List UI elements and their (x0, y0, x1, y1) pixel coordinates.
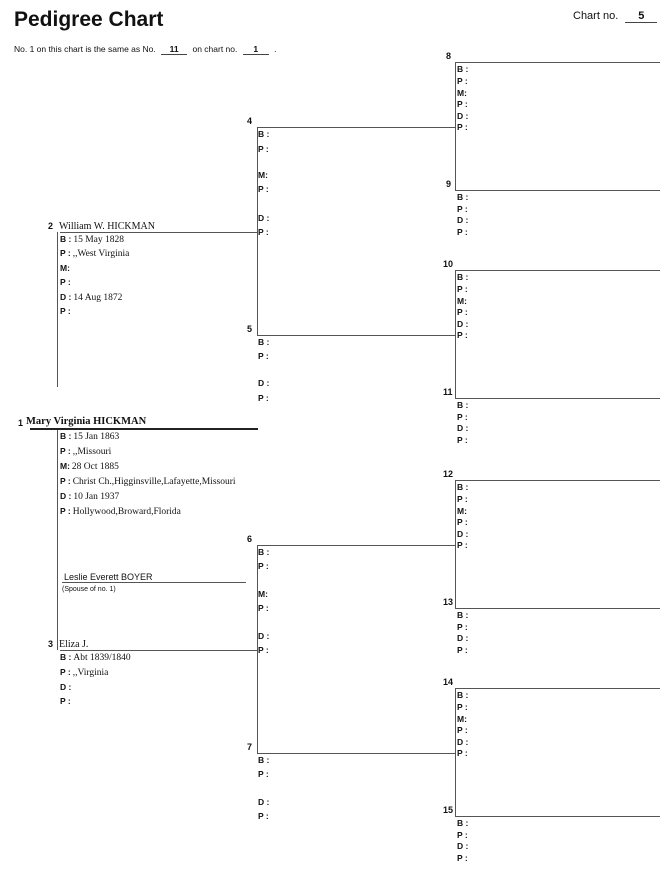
person-7-field: D : (258, 797, 270, 807)
person-5-field: P : (258, 393, 269, 403)
field-label: P : (60, 506, 71, 516)
person-4-field: P : (258, 144, 269, 154)
person-12-field: M: (457, 506, 467, 516)
same-as-prefix: No. 1 on this chart is the same as No. (14, 44, 156, 54)
person-15-field: P : (457, 853, 468, 863)
field-label: M: (60, 263, 70, 273)
person-3-field (60, 696, 73, 707)
person-3-number: 3 (48, 639, 54, 649)
person-6-field: D : (258, 631, 270, 641)
person-12-field: P : (457, 494, 468, 504)
person-11-number: 11 (443, 387, 453, 397)
person-5-line (257, 335, 455, 336)
person-6-number: 6 (247, 534, 253, 544)
person-3-field (60, 667, 108, 678)
person-9-line (455, 190, 660, 191)
person-13-field: P : (457, 645, 468, 655)
person-1-field (60, 491, 119, 502)
person-4-number: 4 (247, 116, 253, 126)
same-as-line (14, 44, 277, 55)
person-1-field (60, 476, 236, 487)
person-9-field: D : (457, 215, 469, 225)
person-2-field (60, 248, 129, 259)
person-6-field: P : (258, 561, 269, 571)
same-as-chart: 1 (243, 44, 269, 55)
person-7-field: B : (258, 755, 270, 765)
person-4-field: P : (258, 184, 269, 194)
field-label: P : (60, 667, 71, 677)
field-label: D : (60, 682, 72, 692)
person-2-field (60, 306, 73, 317)
person-4-line (257, 127, 455, 128)
person-2-number: 2 (48, 221, 54, 231)
person-15-number: 15 (443, 805, 454, 815)
person-13-number: 13 (443, 597, 454, 607)
person-14-field: D : (457, 737, 469, 747)
person-10-field: P : (457, 307, 468, 317)
person-1-line (30, 428, 258, 430)
field-label: B : (60, 234, 72, 244)
person-1-field (60, 461, 119, 472)
person-15-field: P : (457, 830, 468, 840)
person-3-field (60, 652, 131, 663)
person-2-field (60, 277, 73, 288)
person-5-field: D : (258, 378, 270, 388)
person-5-field: B : (258, 337, 270, 347)
person-14-line (455, 688, 660, 689)
person-8-field: B : (457, 64, 469, 74)
field-label: B : (60, 652, 72, 662)
person-1-field (60, 506, 181, 517)
field-value: ,,Virginia (72, 668, 109, 678)
person-4-field: B : (258, 129, 270, 139)
field-label: M: (60, 461, 70, 471)
person-10-field: B : (457, 272, 469, 282)
chart-number-label: Chart no. (573, 10, 619, 22)
person-13-field: D : (457, 633, 469, 643)
person-12-field: P : (457, 517, 468, 527)
person-10-field: P : (457, 330, 468, 340)
person-1-name: Mary Virginia HICKMAN (26, 416, 147, 427)
person-8-line (455, 62, 660, 63)
person-9-field: B : (457, 192, 469, 202)
field-value: ,,West Virginia (72, 249, 130, 259)
person-7-number: 7 (247, 742, 253, 752)
field-label: P : (60, 476, 71, 486)
field-value: 15 May 1828 (73, 235, 125, 245)
person-12-field: B : (457, 482, 469, 492)
person-10-field: P : (457, 284, 468, 294)
person-5-parents-bracket (455, 270, 456, 398)
person-8-number: 8 (446, 51, 452, 61)
person-10-number: 10 (443, 259, 454, 269)
person-15-field: D : (457, 841, 469, 851)
person-4-parents-bracket (455, 62, 456, 190)
person-6-field: B : (258, 547, 270, 557)
person-12-field: P : (457, 540, 468, 550)
same-as-number: 11 (161, 44, 187, 55)
person-13-line (455, 608, 660, 609)
person-7-line (257, 753, 455, 754)
same-as-end: . (274, 44, 277, 54)
person-13-field: P : (457, 622, 468, 632)
person-9-field: P : (457, 204, 468, 214)
person-9-field: P : (457, 227, 468, 237)
person-2-line (60, 232, 257, 233)
person-1-bracket (57, 430, 58, 650)
person-8-field: P : (457, 99, 468, 109)
person-7-field: P : (258, 769, 269, 779)
field-value: Abt 1839/1840 (73, 653, 131, 663)
person-2-bracket (57, 232, 58, 387)
person-15-field: B : (457, 818, 469, 828)
person-4-field: P : (258, 227, 269, 237)
person-4-field: D : (258, 213, 270, 223)
person-1-field (60, 446, 111, 457)
person-1-number: 1 (18, 418, 24, 428)
person-2-field (60, 234, 124, 245)
spouse-note: (Spouse of no. 1) (62, 586, 116, 593)
person-14-field: M: (457, 714, 467, 724)
person-6-field: M: (258, 589, 268, 599)
field-value: 15 Jan 1863 (73, 432, 120, 442)
person-14-field: P : (457, 748, 468, 758)
person-5-field: P : (258, 351, 269, 361)
person-12-number: 12 (443, 469, 454, 479)
person-12-line (455, 480, 660, 481)
person-10-field: D : (457, 319, 469, 329)
field-label: B : (60, 431, 72, 441)
person-8-field: D : (457, 111, 469, 121)
person-4-field: M: (258, 170, 268, 180)
person-14-field: P : (457, 702, 468, 712)
field-value: 28 Oct 1885 (71, 462, 119, 472)
person-6-field: P : (258, 645, 269, 655)
person-10-field: M: (457, 296, 467, 306)
person-1-field (60, 431, 119, 442)
spouse-line (62, 582, 246, 583)
person-6-field: P : (258, 603, 269, 613)
person-2-field (60, 292, 122, 303)
person-15-line (455, 816, 660, 817)
person-14-field: B : (457, 690, 469, 700)
person-6-parents-bracket (455, 480, 456, 608)
person-3-field (60, 682, 73, 693)
person-11-field: D : (457, 423, 469, 433)
person-11-field: P : (457, 435, 468, 445)
person-6-line (257, 545, 455, 546)
field-label: P : (60, 248, 71, 258)
person-3-line (60, 650, 257, 651)
field-value: Hollywood,Broward,Florida (72, 507, 181, 517)
person-11-line (455, 398, 660, 399)
person-13-field: B : (457, 610, 469, 620)
person-8-field: P : (457, 76, 468, 86)
field-label: D : (60, 292, 72, 302)
field-value: 10 Jan 1937 (73, 492, 120, 502)
person-2-name: William W. HICKMAN (59, 221, 155, 232)
person-7-parents-bracket (455, 688, 456, 816)
field-value: 14 Aug 1872 (73, 293, 123, 303)
field-label: P : (60, 446, 71, 456)
person-14-number: 14 (443, 677, 454, 687)
person-9-number: 9 (446, 179, 452, 189)
person-12-field: D : (457, 529, 469, 539)
person-5-number: 5 (247, 324, 253, 334)
same-as-mid: on chart no. (192, 44, 238, 54)
field-label: P : (60, 696, 71, 706)
person-14-field: P : (457, 725, 468, 735)
person-11-field: B : (457, 400, 469, 410)
person-3-name: Eliza J. (59, 639, 89, 650)
person-8-field: P : (457, 122, 468, 132)
person-10-line (455, 270, 660, 271)
field-value: ,,Missouri (72, 447, 112, 457)
spouse-name: Leslie Everett BOYER (64, 572, 153, 582)
person-7-field: P : (258, 811, 269, 821)
chart-number-value: 5 (625, 10, 657, 23)
field-label: D : (60, 491, 72, 501)
field-label: P : (60, 306, 71, 316)
field-label: P : (60, 277, 71, 287)
field-value: Christ Ch.,Higginsville,Lafayette,Missouri (72, 477, 236, 487)
chart-number (573, 10, 657, 23)
person-8-field: M: (457, 88, 467, 98)
person-11-field: P : (457, 412, 468, 422)
page-title: Pedigree Chart (14, 8, 164, 31)
person-2-field (60, 263, 72, 274)
